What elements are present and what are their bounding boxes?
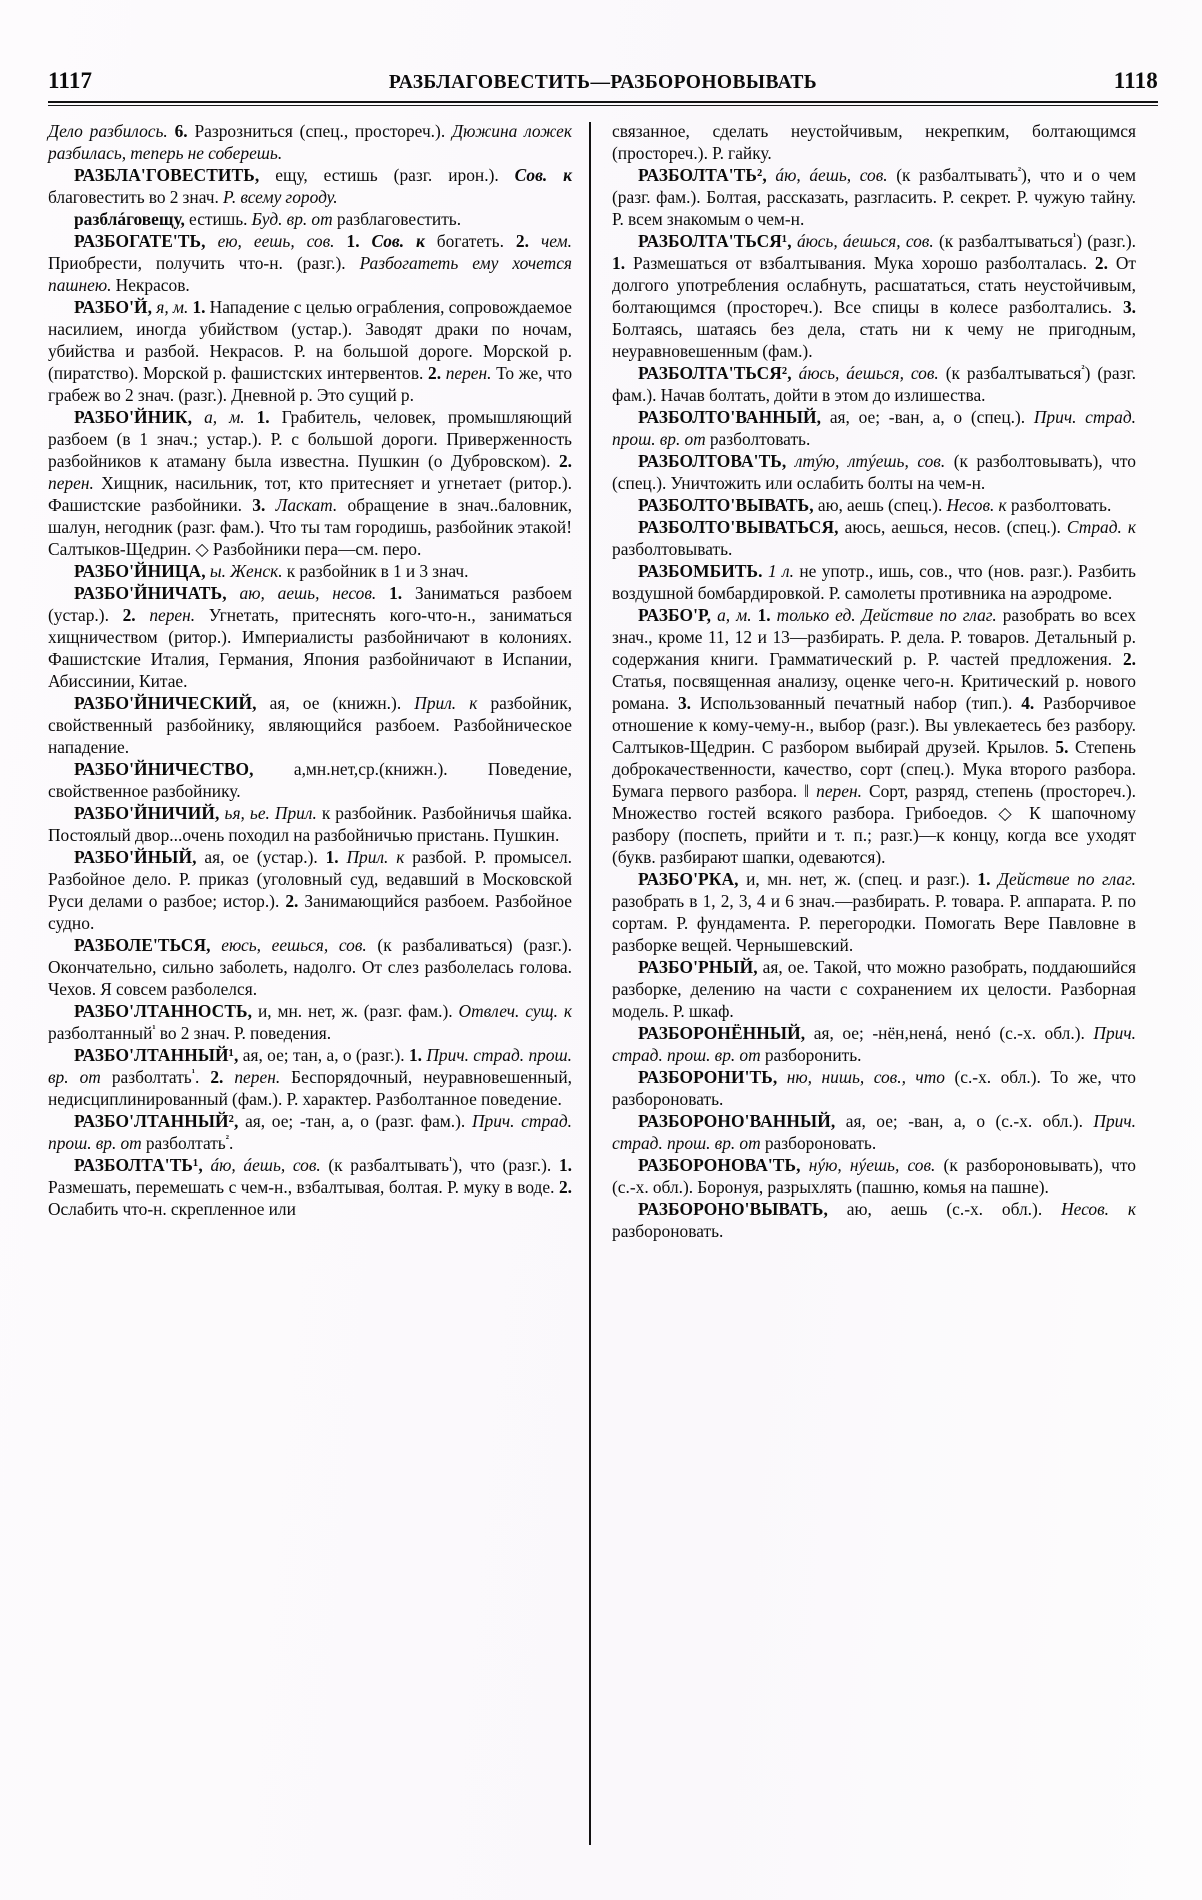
carryover-entry: [48, 120, 572, 164]
grammar-note: аю, аешь, несов.: [239, 583, 377, 603]
entry-razboltovannyy: [612, 406, 1136, 450]
columns-container: [48, 120, 1158, 1845]
definition-text: разблаговестить.: [336, 209, 462, 229]
definition-label: Буд. вр. от: [251, 209, 333, 229]
grammar-note: еюсь, еешься, сов.: [221, 935, 367, 955]
headword: РАЗБО'Й,: [74, 297, 153, 317]
sub-headword: разблáговещу,: [74, 209, 185, 229]
entry-razboronovannyy: [612, 1110, 1136, 1154]
grammar-note: ая, ое; -ван, а, о (с.-х. обл.).: [845, 1111, 1083, 1131]
running-head: [48, 68, 1158, 94]
headword: РАЗБЛА'ГОВЕСТИТЬ,: [74, 165, 260, 185]
entry-body: Прич. страд. прош. вр. от разболтовать.: [612, 407, 1136, 449]
headword: РАЗБОЛТА'ТЬСЯ¹,: [638, 231, 792, 251]
citation-author: Некрасов.: [115, 275, 190, 295]
grammar-note: и, мн. нет, ж. (спец. и разг.).: [746, 869, 970, 889]
grammar-note: ая, ое (устар.).: [204, 847, 318, 867]
headword: РАЗБО'ЙНИК,: [74, 407, 193, 427]
headword: РАЗБОЛТА'ТЬ²,: [638, 165, 767, 185]
entry-razboltatsya-2: [612, 362, 1136, 406]
carryover-sense-number: 6.: [174, 121, 188, 141]
grammar-note: ая, ое; тан, а, о (разг.).: [242, 1045, 405, 1065]
headword: РАЗБОЛЕ'ТЬСЯ,: [74, 935, 211, 955]
grammar-note: ья, ье. Прил.: [224, 803, 317, 823]
grammar-note: áю, áешь, сов.: [775, 165, 888, 185]
headword: РАЗБО'ЙНИЧАТЬ,: [74, 583, 227, 603]
headword: РАЗБО'ЛТАННЫЙ²,: [74, 1111, 239, 1131]
entry-razboltatsya-1: [612, 230, 1136, 362]
headword: РАЗБО'Р,: [638, 605, 712, 625]
definition-text: благовестить во 2 знач.: [48, 187, 219, 207]
entry-body: 1. Действие по глаг. разобрать в 1, 2, 3, 4 и 6 знач.—разбирать. Р. товара. Р. аппарата. Р. по сортам. Р. фундамента. Р. перегородки. Помогать Вере Павловне в разборке вещей. Чернышевский.: [612, 869, 1136, 955]
grammar-note: ню, нишь, сов., что: [786, 1067, 945, 1087]
grammar-note: áюсь, áешься, сов.: [798, 363, 939, 383]
carryover-example-1: Дело разбилось.: [48, 121, 168, 141]
entry-body: (к разбаливаться) (разг.). Окончательно, сильно заболеть, надолго. От слез разболелась голова. Чехов. Я совсем разболелся.: [48, 935, 572, 999]
grammar-note: а,мн.нет,ср.(книжн.).: [293, 759, 448, 779]
headword: РАЗБОЛТА'ТЬ¹,: [74, 1155, 203, 1175]
entry-razblagovestit: [48, 164, 572, 208]
grammar-note: áюсь, áешься, сов.: [796, 231, 934, 251]
headword: РАЗБО'ЙНЫЙ,: [74, 847, 197, 867]
headword: РАЗБОРОНОВА'ТЬ,: [638, 1155, 801, 1175]
grammar-note: ая, ое; -нён,ненá, ненó (с.-х. обл.).: [813, 1023, 1085, 1043]
entry-razboltannyy-2: [48, 1110, 572, 1154]
entry-body: 1. Прич. страд. прош. вр. от разболтать$^{^1}$. 2. перен. Беспорядочный, неуравновешенный, недисциплинированный (фам.). Р. характер. Разболтанное поведение.: [48, 1045, 573, 1109]
usage-example: Р. всему городу.: [223, 187, 338, 207]
carryover-definition: Разрозниться (спец., простореч.).: [194, 121, 446, 141]
headword: РАЗБОЛТО'ВЫВАТЬ,: [638, 495, 814, 515]
grammar-note: лтýю, лтýешь, сов.: [794, 451, 946, 471]
entry-body: 1. Грабитель, человек, промышляющий разбоем (в 1 знач.; устар.). Р. с большой дороги. Приверженность разбойников к атаману была известна. Пушкин (о Дубровском). 2. перен. Хищник, насильник, тот, кто притесняет и угнетает (ритор.). Фашистские разбойники. 3. Ласкат. обращение в знач..баловник, шалун, негодник (разг. фам.). Что ты там городишь, разбойник этакой! Салтыков-Щедрин. ◇ Разбойники пера—см. перо.: [48, 407, 573, 559]
grammar-note: а, м.: [717, 605, 752, 625]
entry-body: Страд. к разболтовывать.: [612, 517, 1136, 559]
entry-razbombit: [612, 560, 1136, 604]
grammar-note: ая, ое; -тан, а, о (разг. фам.).: [245, 1111, 466, 1131]
definition-text: богатеть.: [436, 231, 504, 251]
grammar-note: ая, ое (книжн.).: [269, 693, 402, 713]
headword: РАЗБО'ЙНИЦА,: [74, 561, 206, 581]
header-rule: [48, 101, 1158, 106]
entry-razboltat-1: [48, 1154, 572, 1220]
entry-razboronovyvat: [612, 1198, 1136, 1242]
folio-right: 1118: [1113, 68, 1158, 93]
entry-body: 1. только ед. Действие по глаг. разобрать во всех знач., кроме 11, 12 и 13—разбирать. Р. дела. Р. товаров. Детальный р. содержания книги. Грамматический р. Р. частей предложения. 2. Статья, посвященная анализу, оценке чего-н. Критический р. нового романа. 3. Использованный печатный набор (тип.). 4. Разборчивое отношение к кому-чему-н., выбор (разг.). Вы увлекаетесь без разбору. Салтыков-Щедрин. С разбором выбирай друзей. Крылов. 5. Степень доброкачественности, качество, сорт (спец.). Мука второго разбора. Бумага первого разбора. ‖ перен. Сорт, разряд, степень (простореч.). Множество гостей всякого разбора. Грибоедов. ◇ К шапочному разбору (поспеть, прийти и т. п.; разг.)—к концу, когда все уходят (букв. разбирают шапки, одеваются).: [612, 605, 1136, 867]
entry-razboynicheskiy: [48, 692, 572, 758]
headword: РАЗБОРОНО'ВЫВАТЬ,: [638, 1199, 828, 1219]
entry-body: не употр., ишь, сов., что (нов. разг.). Разбить воздушной бомбардировкой. Р. самолеты противника на аэродроме.: [612, 561, 1136, 603]
carryover-entry: [612, 120, 1136, 164]
entry-body: Прич. страд. прош. вр. от разболтать$^{^2}$.: [48, 1111, 572, 1153]
headword: РАЗБО'ЙНИЧЕСКИЙ,: [74, 693, 257, 713]
entry-razboynik: [48, 406, 572, 560]
entry-body: Прич. страд. прош. вр. от разборонить.: [612, 1023, 1136, 1065]
running-title: РАЗБЛАГОВЕСТИТЬ—РАЗБОРОНОВЫВАТЬ: [388, 72, 818, 93]
entry-razboynichestvo: [48, 758, 572, 802]
headword: РАЗБО'ЙНИЧЕСТВО,: [74, 759, 254, 779]
grammar-note: áю, áешь, сов.: [210, 1155, 321, 1175]
entry-body: (к разбалтывать$^{^2}$), что и о чем (разг. фам.). Болтая, рассказать, разгласить. Р. секрет. Р. чужую тайну. Р. всем знакомым о чем-н.: [612, 165, 1137, 229]
headword: РАЗБО'РКА,: [638, 869, 739, 889]
entry-razboltovyvat: [612, 494, 1136, 516]
entry-body: (к разбороновывать), что (с.-х. обл.). Боронуя, разрыхлять (пашню, комья на пашне).: [612, 1155, 1136, 1197]
grammar-note: ею, еешь, сов.: [217, 231, 335, 251]
entry-razboynichat: [48, 582, 572, 692]
headword: РАЗБОЛТА'ТЬСЯ²,: [638, 363, 792, 383]
entry-razborka: [612, 868, 1136, 956]
entry-razboltannyy-1: [48, 1044, 572, 1110]
sense-number: 1.: [346, 231, 360, 251]
headword: РАЗБОРОНО'ВАННЫЙ,: [638, 1111, 836, 1131]
headword: РАЗБОМБИТЬ.: [638, 561, 763, 581]
entry-razboltovyvatsya: [612, 516, 1136, 560]
headword: РАЗБОГАТЕ'ТЬ,: [74, 231, 206, 251]
headword: РАЗБОЛТО'ВАННЫЙ,: [638, 407, 822, 427]
entry-razbornyy: [612, 956, 1136, 1022]
entry-body: Несов. к разбороновать.: [612, 1199, 1136, 1241]
left-column: [48, 120, 589, 1845]
grammar-note: ещу, естишь (разг. ирон.).: [275, 165, 499, 185]
entry-razboynitsa: [48, 560, 572, 582]
entry-body: к разбойник в 1 и 3 знач.: [286, 561, 469, 581]
grammar-note: аю, аешь (спец.).: [817, 495, 943, 515]
entry-razboltat-2: [612, 164, 1136, 230]
grammar-note: нýю, нýешь, сов.: [808, 1155, 936, 1175]
government-note: чем.: [540, 231, 572, 251]
headword: РАЗБО'ЛТАННОСТЬ,: [74, 1001, 253, 1021]
definition-label: Сов. к: [371, 231, 425, 251]
headword: РАЗБО'РНЫЙ,: [638, 957, 758, 977]
right-column: [591, 120, 1136, 1845]
entry-body: Прич. страд. прош. вр. от разбороновать.: [612, 1111, 1136, 1153]
sense-number: 2.: [515, 231, 529, 251]
definition-label: Сов. к: [514, 165, 572, 185]
entry-razblagoveshchu: [48, 208, 572, 230]
entry-body: (к разбалтывать$^{^1}$), что (разг.). 1. Размешать, перемешать с чем-н., взбалтывая, болтая. Р. муку в воде. 2. Ослабить что-н. скрепленное или: [48, 1155, 572, 1219]
headword: РАЗБО'ЛТАННЫЙ¹,: [74, 1045, 239, 1065]
grammar-note: аю, аешь (с.-х. обл.).: [846, 1199, 1043, 1219]
folio-left: 1117: [48, 68, 93, 93]
grammar-note: ая, ое; -ван, а, о (спец.).: [829, 407, 1026, 427]
usage-example: Разбогатеть ему хочется пашнею.: [48, 253, 572, 295]
entry-body: (к разбалтываться$^{^2}$) (разг. фам.). Начав болтать, дойти в этом до излишества.: [612, 363, 1136, 405]
headword: РАЗБОРОНЁННЫЙ,: [638, 1023, 806, 1043]
grammar-note: ая, ое.: [762, 957, 809, 977]
headword: РАЗБОЛТО'ВЫВАТЬСЯ,: [638, 517, 839, 537]
grammar-note: и, мн. нет, ж. (разг. фам.).: [257, 1001, 453, 1021]
grammar-note: аюсь, аешься, несов. (спец.).: [844, 517, 1061, 537]
entry-body: Прил. к разбойник, свойственный разбойнику, являющийся разбоем. Разбойническое нападение.: [48, 693, 572, 757]
entry-body: Несов. к разболтовать.: [946, 495, 1112, 515]
entry-razboletsya: [48, 934, 572, 1000]
carryover-text: связанное, сделать неустойчивым, некрепким, болтающимся (простореч.). Р. гайку.: [612, 121, 1136, 163]
entry-body: Отвлеч. сущ. к разболтанный$^{^1}$ во 2 знач. Р. поведения.: [48, 1001, 572, 1043]
entry-body: Поведение, свойственное разбойнику.: [48, 759, 572, 801]
entry-razboy: [48, 296, 572, 406]
entry-body: 1. Заниматься разбоем (устар.). 2. перен. Угнетать, притеснять кого-что-н., заниматься хищничеством (ритор.). Империалисты разбойничают в колониях. Фашистские Италия, Германия, Япония разбойничают в Испании, Абиссинии, Китае.: [48, 583, 572, 691]
entry-body: 1. Нападение с целью ограбления, сопровождаемое насилием, иногда убийством (устар.). Заводят драки по ночам, убийства и разбой. Некрасов. Р. на большой дороге. Морской р. (пиратство). Морской р. фашистских интервентов. 2. перен. То же, что грабеж во 2 знач. (разг.). Дневной р. Это сущий р.: [48, 297, 573, 405]
grammar-note: естишь.: [189, 209, 248, 229]
grammar-note: я, м.: [156, 297, 189, 317]
grammar-note: ы. Женск.: [209, 561, 283, 581]
entry-body: (к разболтовывать), что (спец.). Уничтожить или ослабить болты на чем-н.: [612, 451, 1136, 493]
grammar-note: 1 л.: [767, 561, 794, 581]
entry-razboltannost: [48, 1000, 572, 1044]
headword: РАЗБО'ЙНИЧИЙ,: [74, 803, 220, 823]
grammar-note: а, м.: [204, 407, 245, 427]
entry-razboltovat: [612, 450, 1136, 494]
entry-razboronovat: [612, 1154, 1136, 1198]
entry-body: (с.-х. обл.). То же, что разбороновать.: [612, 1067, 1136, 1109]
headword: РАЗБОРОНИ'ТЬ,: [638, 1067, 778, 1087]
headword: РАЗБОЛТОВА'ТЬ,: [638, 451, 787, 471]
carryover-example-2: Дюжина ложек разбилась, теперь не соберешь.: [48, 121, 572, 163]
entry-razboynichiy: [48, 802, 572, 846]
entry-body: Такой, что можно разобрать, поддаюшийся разборке, делению на части с сохранением их целости. Разборная модель. Р. шкаф.: [612, 957, 1136, 1021]
definition-text: Приобрести, получить что-н. (разг.).: [48, 253, 346, 273]
entry-body: к разбойник. Разбойничья шайка. Постоялый двор...очень походил на разбойничью пристань. Пушкин.: [48, 803, 572, 845]
entry-razbor: [612, 604, 1136, 868]
entry-razboronyonnyy: [612, 1022, 1136, 1066]
entry-razbogatet: [48, 230, 572, 296]
entry-body: 1. Прил. к разбой. Р. промысел. Разбойное дело. Р. приказ (уголовный суд, ведавший в Московской Руси делами о разбое; истор.). 2. Занимающийся разбоем. Разбойное судно.: [48, 847, 572, 933]
entry-body: (к разбалтываться$^{^1}$) (разг.). 1. Размешаться от взбалтывания. Мука хорошо разболталась. 2. От долгого употребления ослабнуть, расшататься, стать неустойчивым, болтающимся (простореч.). Все спицы в колесе разболтались. 3. Болтаясь, шатаясь без дела, стать ни к чему не пригодным, неуравновешенным (фам.).: [612, 231, 1137, 361]
entry-razboynyy: [48, 846, 572, 934]
entry-razboronit: [612, 1066, 1136, 1110]
